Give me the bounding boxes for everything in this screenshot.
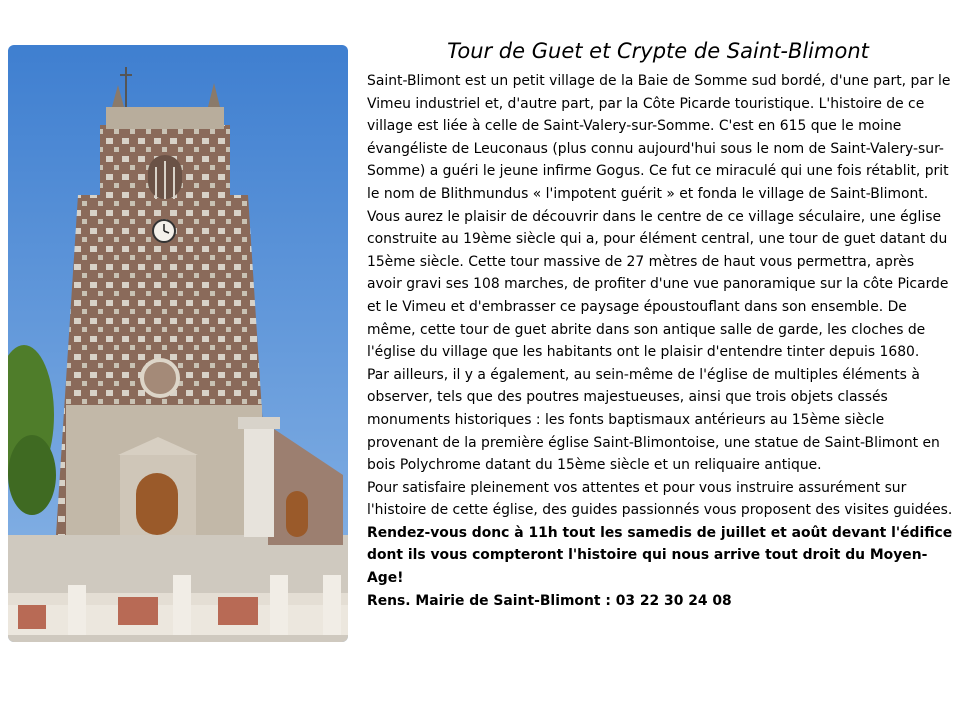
page-title: Tour de Guet et Crypte de Saint-Blimont xyxy=(447,39,869,63)
contact-info: Rens. Mairie de Saint-Blimont : 03 22 30 24 08 xyxy=(367,592,732,609)
church-photo xyxy=(8,45,348,642)
paragraph-monuments: Par ailleurs, il y a également, au sein-même de l'église de multiples éléments à observer, tels que des poutres majestueuses, ainsi que trois objets classés monuments historiques : les fonts baptismaux antérieurs au 15ème siècle provenant de la première église Saint-Blimontoise, une statue de Saint-Blimont en bois Polychrome datant du 15ème siècle et un reliquaire antique. xyxy=(367,366,940,474)
paragraph-guides: Pour satisfaire pleinement vos attentes et pour vous instruire assurément sur l'histoire de cette église, des guides passionnés vous proposent des visites guidées. xyxy=(367,479,953,519)
article-body xyxy=(367,70,953,612)
paragraph-rendezvous: Rendez-vous donc à 11h tout les samedis de juillet et août devant l'édifice dont ils vous compteront l'histoire qui nous arrive tout droit du Moyen-Age! xyxy=(367,524,953,587)
paragraph-tower: Vous aurez le plaisir de découvrir dans le centre de ce village séculaire, une église construite au 19ème siècle qui a, pour élément central, une tour de guet datant du 15ème siècle. Cette tour massive de 27 mètres de haut vous permettra, après avoir gravi ses 108 marches, de profiter d'une vue panoramique sur la côte Picarde et le Vimeu et d'embrasser ce paysage époustouflant dans son ensemble. De même, cette tour de guet abrite dans son antique salle de garde, les cloches de l'église du village que les habitants ont le plaisir d'entendre tinter depuis 1680. xyxy=(367,208,949,361)
church-tower-photo-icon xyxy=(8,45,348,642)
paragraph-history: Saint-Blimont est un petit village de la Baie de Somme sud bordé, d'une part, par le Vimeu industriel et, d'autre part, par la Côte Picarde touristique. L'histoire de ce village est liée à celle de Saint-Valery-sur-Somme. C'est en 615 que le moine évangéliste de Leuconaus (plus connu aujourd'hui sous le nom de Saint-Valery-sur-Somme) a guéri le jeune infirme Gogus. Ce fut ce miraculé qui une fois rétablit, prit le nom de Blithmundus « l'impotent guérit » et fonda le village de Saint-Blimont. xyxy=(367,73,951,202)
